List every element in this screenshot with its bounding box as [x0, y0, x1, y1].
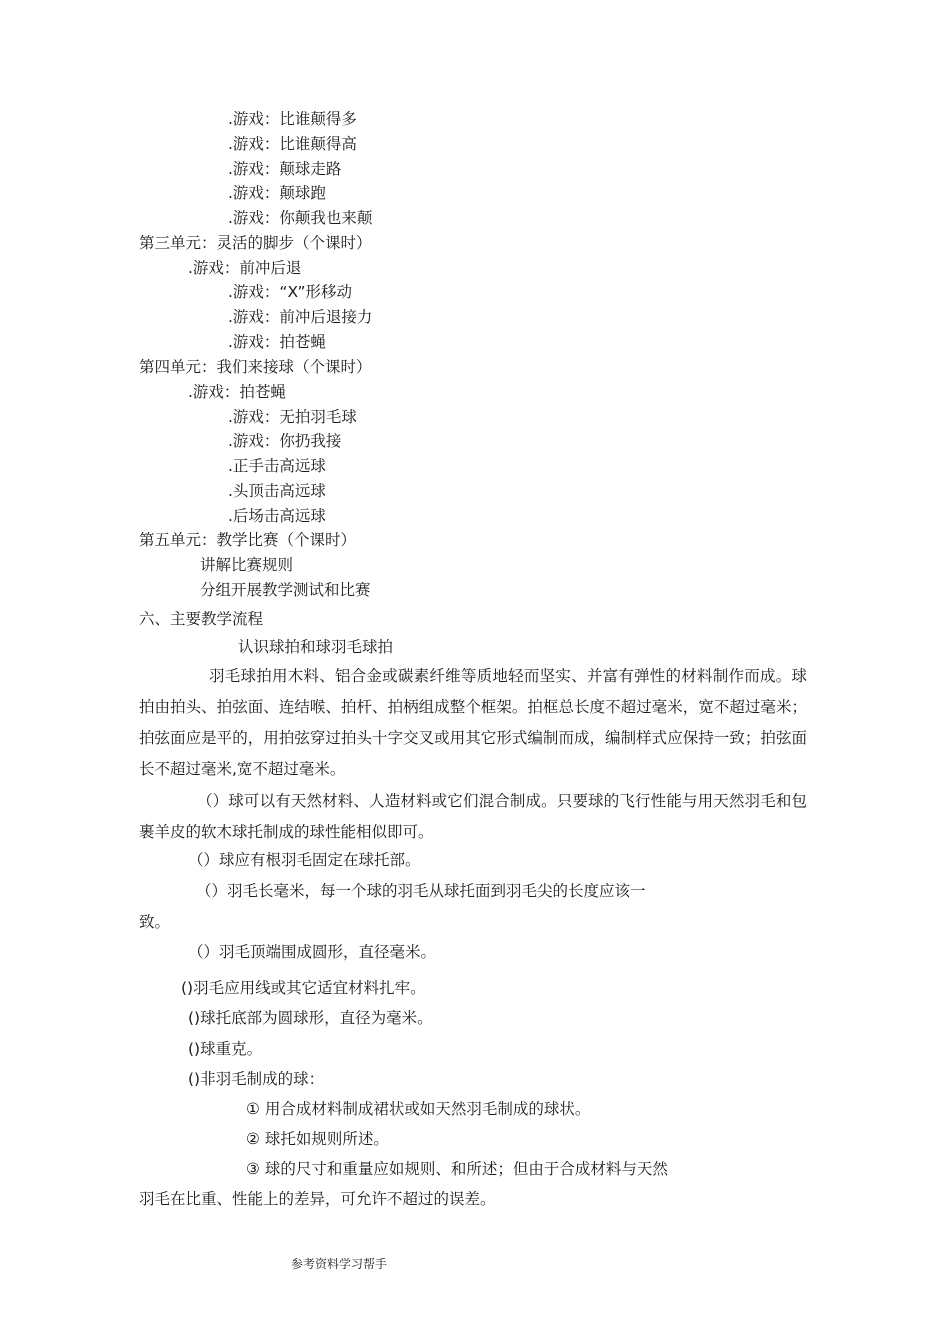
- rule-item: （）羽毛长毫米，每一个球的羽毛从球托面到羽毛尖的长度应该一: [196, 882, 646, 900]
- game-item: .游戏：前冲后退: [188, 259, 302, 277]
- non-feather-item: ① 用合成材料制成裙状或如天然羽毛制成的球状。: [246, 1100, 591, 1118]
- non-feather-item: ② 球托如规则所述。: [246, 1130, 389, 1148]
- non-feather-continuation: 羽毛在比重、性能上的差异，可允许不超过的误差。: [139, 1190, 496, 1208]
- game-item: .游戏：你颠我也来颠: [228, 209, 373, 227]
- unit-3-title: 第三单元：灵活的脚步（个课时）: [139, 234, 372, 252]
- section-heading: 六、主要教学流程: [139, 610, 264, 628]
- game-item: .游戏：拍苍蝇: [188, 383, 286, 401]
- lesson-item: 分组开展教学测试和比赛: [200, 581, 371, 599]
- rule-item: ()羽毛应用线或其它适宜材料扎牢。: [181, 979, 426, 997]
- game-item: .游戏：你扔我接: [228, 432, 342, 450]
- skill-item: .头顶击高远球: [228, 482, 326, 500]
- game-item: .游戏：比谁颠得多: [228, 110, 357, 128]
- game-item: .游戏：颠球走路: [228, 160, 342, 178]
- rule-item: ()非羽毛制成的球：: [188, 1070, 325, 1088]
- game-item: .游戏：颠球跑: [228, 184, 326, 202]
- rule-item: （）羽毛顶端围成圆形，直径毫米。: [188, 943, 437, 961]
- racket-paragraph: 羽毛球拍用木料、铝合金或碳素纤维等质地轻而坚实、并富有弹性的材料制作而成。球拍由拍头、拍弦面、连结喉、拍杆、拍柄组成整个框架。拍框总长度不超过毫米，宽不超过毫米；拍弦面应是平的，用拍弦穿过拍头十字交叉或用其它形式编制而成，编制样式应保持一致；拍弦面长不超过毫米,宽不超过毫米。: [139, 667, 807, 778]
- rule-item: ()球重克。: [188, 1040, 263, 1058]
- page-footer: 参考资料学习帮手: [291, 1257, 388, 1271]
- skill-item: .后场击高远球: [228, 507, 326, 525]
- skill-item: .正手击高远球: [228, 457, 326, 475]
- shuttle-paragraph: （）球可以有天然材料、人造材料或它们混合制成。只要球的飞行性能与用天然羽毛和包裹羊皮的软木球托制成的球性能相似即可。: [139, 792, 807, 841]
- rule-item: 致。: [139, 913, 171, 931]
- game-item: .游戏：前冲后退接力: [228, 308, 373, 326]
- non-feather-item: ③ 球的尺寸和重量应如规则、和所述；但由于合成材料与天然: [246, 1160, 668, 1178]
- lesson-item: 讲解比赛规则: [200, 556, 294, 574]
- section-subheading: 认识球拍和球羽毛球拍: [238, 638, 394, 656]
- game-item: .游戏：无拍羽毛球: [228, 408, 357, 426]
- game-item: .游戏：比谁颠得高: [228, 135, 357, 153]
- game-item: .游戏：拍苍蝇: [228, 333, 326, 351]
- rule-item: ()球托底部为圆球形，直径为毫米。: [188, 1009, 433, 1027]
- unit-4-title: 第四单元：我们来接球（个课时）: [139, 358, 372, 376]
- rule-item: （）球应有根羽毛固定在球托部。: [188, 851, 421, 869]
- game-item: .游戏：“X”形移动: [228, 283, 352, 301]
- unit-5-title: 第五单元：教学比赛（个课时）: [139, 531, 357, 549]
